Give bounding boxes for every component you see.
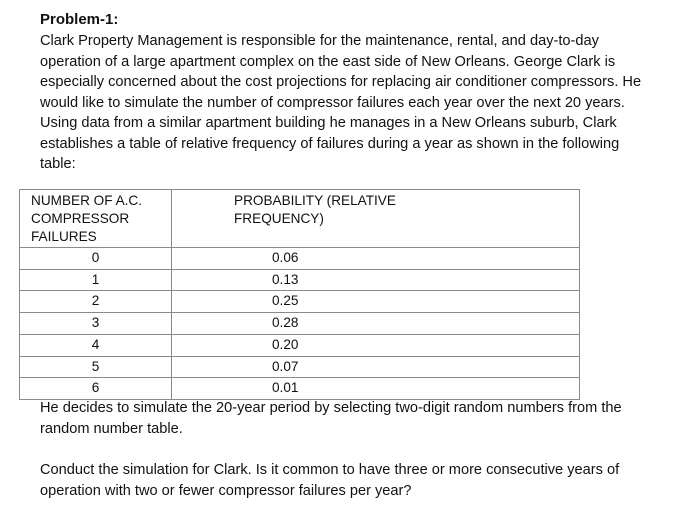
question-paragraph: [40, 460, 680, 502]
table-row: [20, 356, 580, 378]
header-probability-line: PROBABILITY (RELATIVE: [234, 193, 396, 208]
intro-line: operation of a large apartment complex on the east side of New Orleans. George Clark is: [40, 53, 616, 70]
paragraph-line: random number table.: [40, 421, 183, 437]
cell-probability: 0.13: [172, 269, 580, 291]
cell-probability: 0.07: [172, 356, 580, 378]
paragraph-line: He decides to simulate the 20-year period by selecting two-digit random numbers from the: [40, 400, 622, 416]
header-failures-line: NUMBER OF A.C. COMPRESSOR: [31, 193, 143, 226]
table-row: [20, 378, 580, 400]
table-row: [20, 269, 580, 291]
cell-failures: 4: [20, 334, 172, 356]
intro-line: table:: [40, 156, 76, 172]
intro-line: establishes a table of relative frequency of failures during a year as shown in the following: [40, 135, 620, 152]
cell-probability: 0.28: [172, 313, 580, 335]
simulation-method-paragraph: [40, 398, 680, 440]
cell-failures: 6: [20, 378, 172, 400]
cell-failures: 5: [20, 356, 172, 378]
header-failures-line: FAILURES: [31, 229, 97, 244]
problem-title: Problem-1:: [40, 11, 119, 28]
cell-failures: 3: [20, 313, 172, 335]
table-row: [20, 291, 580, 313]
table-row: [20, 334, 580, 356]
cell-probability: 0.06: [172, 248, 580, 270]
table-row: [20, 248, 580, 270]
paragraph-line: Conduct the simulation for Clark. Is it common to have three or more consecutive years of: [40, 462, 620, 478]
cell-probability: 0.25: [172, 291, 580, 313]
intro-line: Using data from a similar apartment building he manages in a New Orleans suburb, Clark: [40, 115, 617, 131]
cell-probability: 0.20: [172, 334, 580, 356]
failure-frequency-table: [19, 189, 580, 400]
intro-line: especially concerned about the cost projections for replacing air conditioner compressors. He: [40, 74, 642, 90]
header-probability-line: FREQUENCY): [234, 211, 324, 226]
intro-line: Clark Property Management is responsible for the maintenance, rental, and day-to-day: [40, 33, 599, 49]
problem-intro: [40, 31, 680, 175]
intro-line: would like to simulate the number of compressor failures each year over the next 20 years.: [40, 94, 625, 111]
table-row: [20, 313, 580, 335]
cell-failures: 0: [20, 248, 172, 270]
cell-failures: 1: [20, 269, 172, 291]
cell-probability: 0.01: [172, 378, 580, 400]
cell-failures: 2: [20, 291, 172, 313]
table-header-row: [20, 190, 580, 248]
header-failures: [20, 190, 172, 248]
paragraph-line: operation with two or fewer compressor failures per year?: [40, 483, 412, 499]
header-probability: [172, 190, 580, 248]
